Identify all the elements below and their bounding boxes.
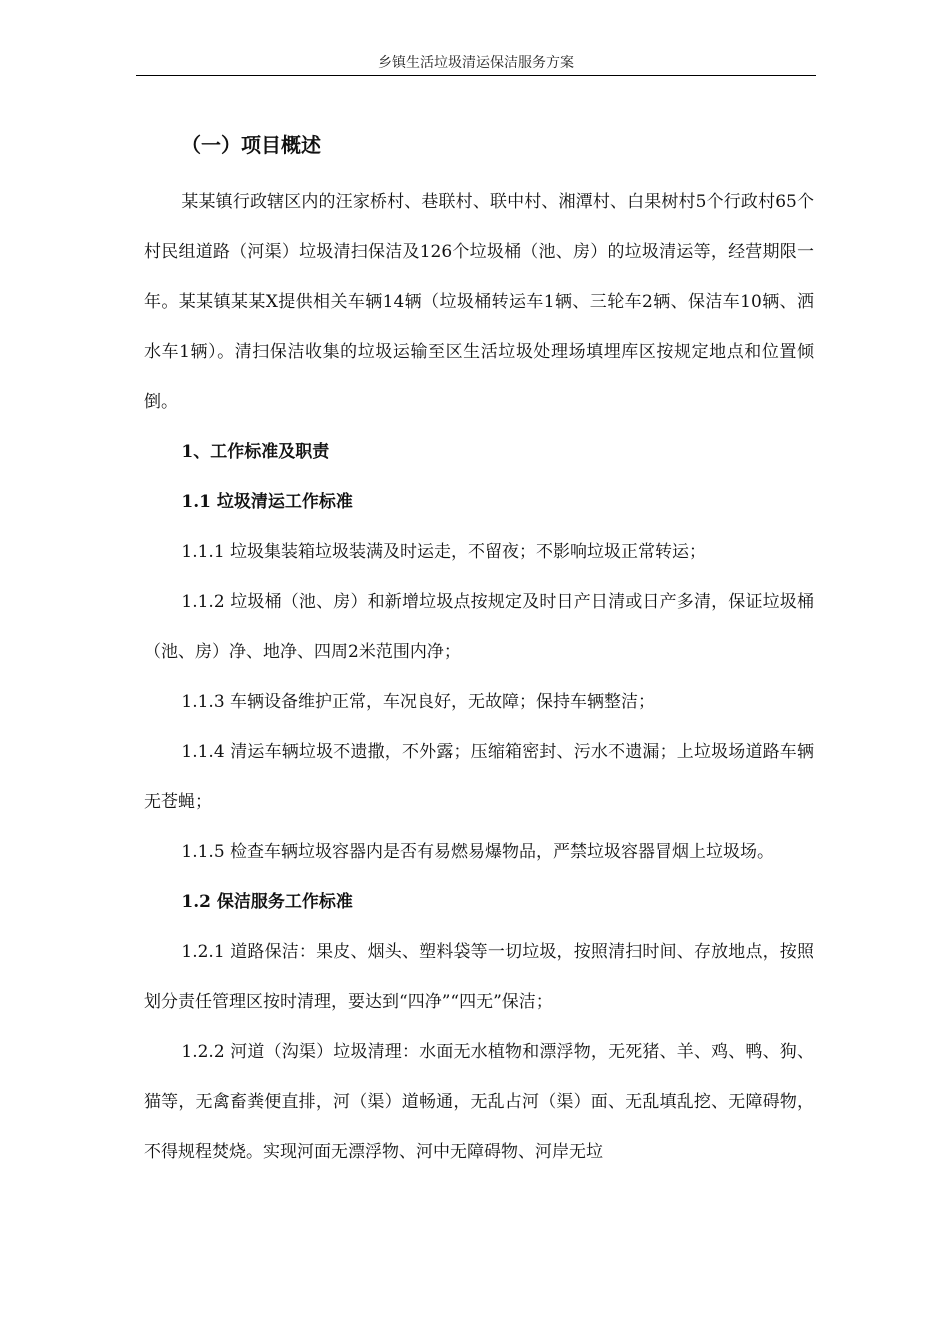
item-1-1-3: 1.1.3 车辆设备维护正常，车况良好，无故障；保持车辆整洁； xyxy=(181,692,656,712)
heading-cleaning-service-standard: 1.2 保洁服务工作标准 xyxy=(181,892,353,912)
heading-work-standards: 1、工作标准及职责 xyxy=(181,442,330,462)
item-1-2-2: 1.2.2 河道（沟渠）垃圾清理：水面无水植物和漂浮物，无死猪、羊、鸡、鸭、狗、猫等，无禽畜粪便直排，河（渠）道畅通，无乱占河（渠）面、无乱填乱挖、无障碍物，不得规程焚烧。实现河面无漂浮物、河中无障碍物、河岸无垃 xyxy=(144,1042,814,1162)
page-header: 乡镇生活垃圾清运保洁服务方案 xyxy=(378,55,574,71)
item-1-1-5: 1.1.5 检查车辆垃圾容器内是否有易燃易爆物品，严禁垃圾容器冒烟上垃圾场。 xyxy=(181,842,775,862)
section-title: （一）项目概述 xyxy=(181,133,321,157)
item-1-1-4: 1.1.4 清运车辆垃圾不遗撒，不外露；压缩箱密封、污水不遗漏；上垃圾场道路车辆无苍蝇； xyxy=(144,742,814,812)
item-1-2-1: 1.2.1 道路保洁：果皮、烟头、塑料袋等一切垃圾，按照清扫时间、存放地点，按照划分责任管理区按时清理，要达到“四净”“四无”保洁； xyxy=(144,942,814,1012)
item-1-1-1: 1.1.1 垃圾集装箱垃圾装满及时运走，不留夜；不影响垃圾正常转运； xyxy=(181,542,707,562)
heading-garbage-transport-standard: 1.1 垃圾清运工作标准 xyxy=(181,492,353,512)
header-rule xyxy=(136,75,816,76)
overview-paragraph: 某某镇行政辖区内的汪家桥村、巷联村、联中村、湘潭村、白果树村5个行政村65个村民组道路（河渠）垃圾清扫保洁及126个垃圾桶（池、房）的垃圾清运等，经营期限一年。某某镇某某X提供相关车辆14辆（垃圾桶转运车1辆、三轮车2辆、保洁车10辆、洒水车1辆）。清扫保洁收集的垃圾运输至区生活垃圾处理场填埋库区按规定地点和位置倾倒。 xyxy=(144,192,814,412)
document-body xyxy=(144,126,814,1177)
item-1-1-2: 1.1.2 垃圾桶（池、房）和新增垃圾点按规定及时日产日清或日产多清，保证垃圾桶（池、房）净、地净、四周2米范围内净； xyxy=(144,592,814,662)
